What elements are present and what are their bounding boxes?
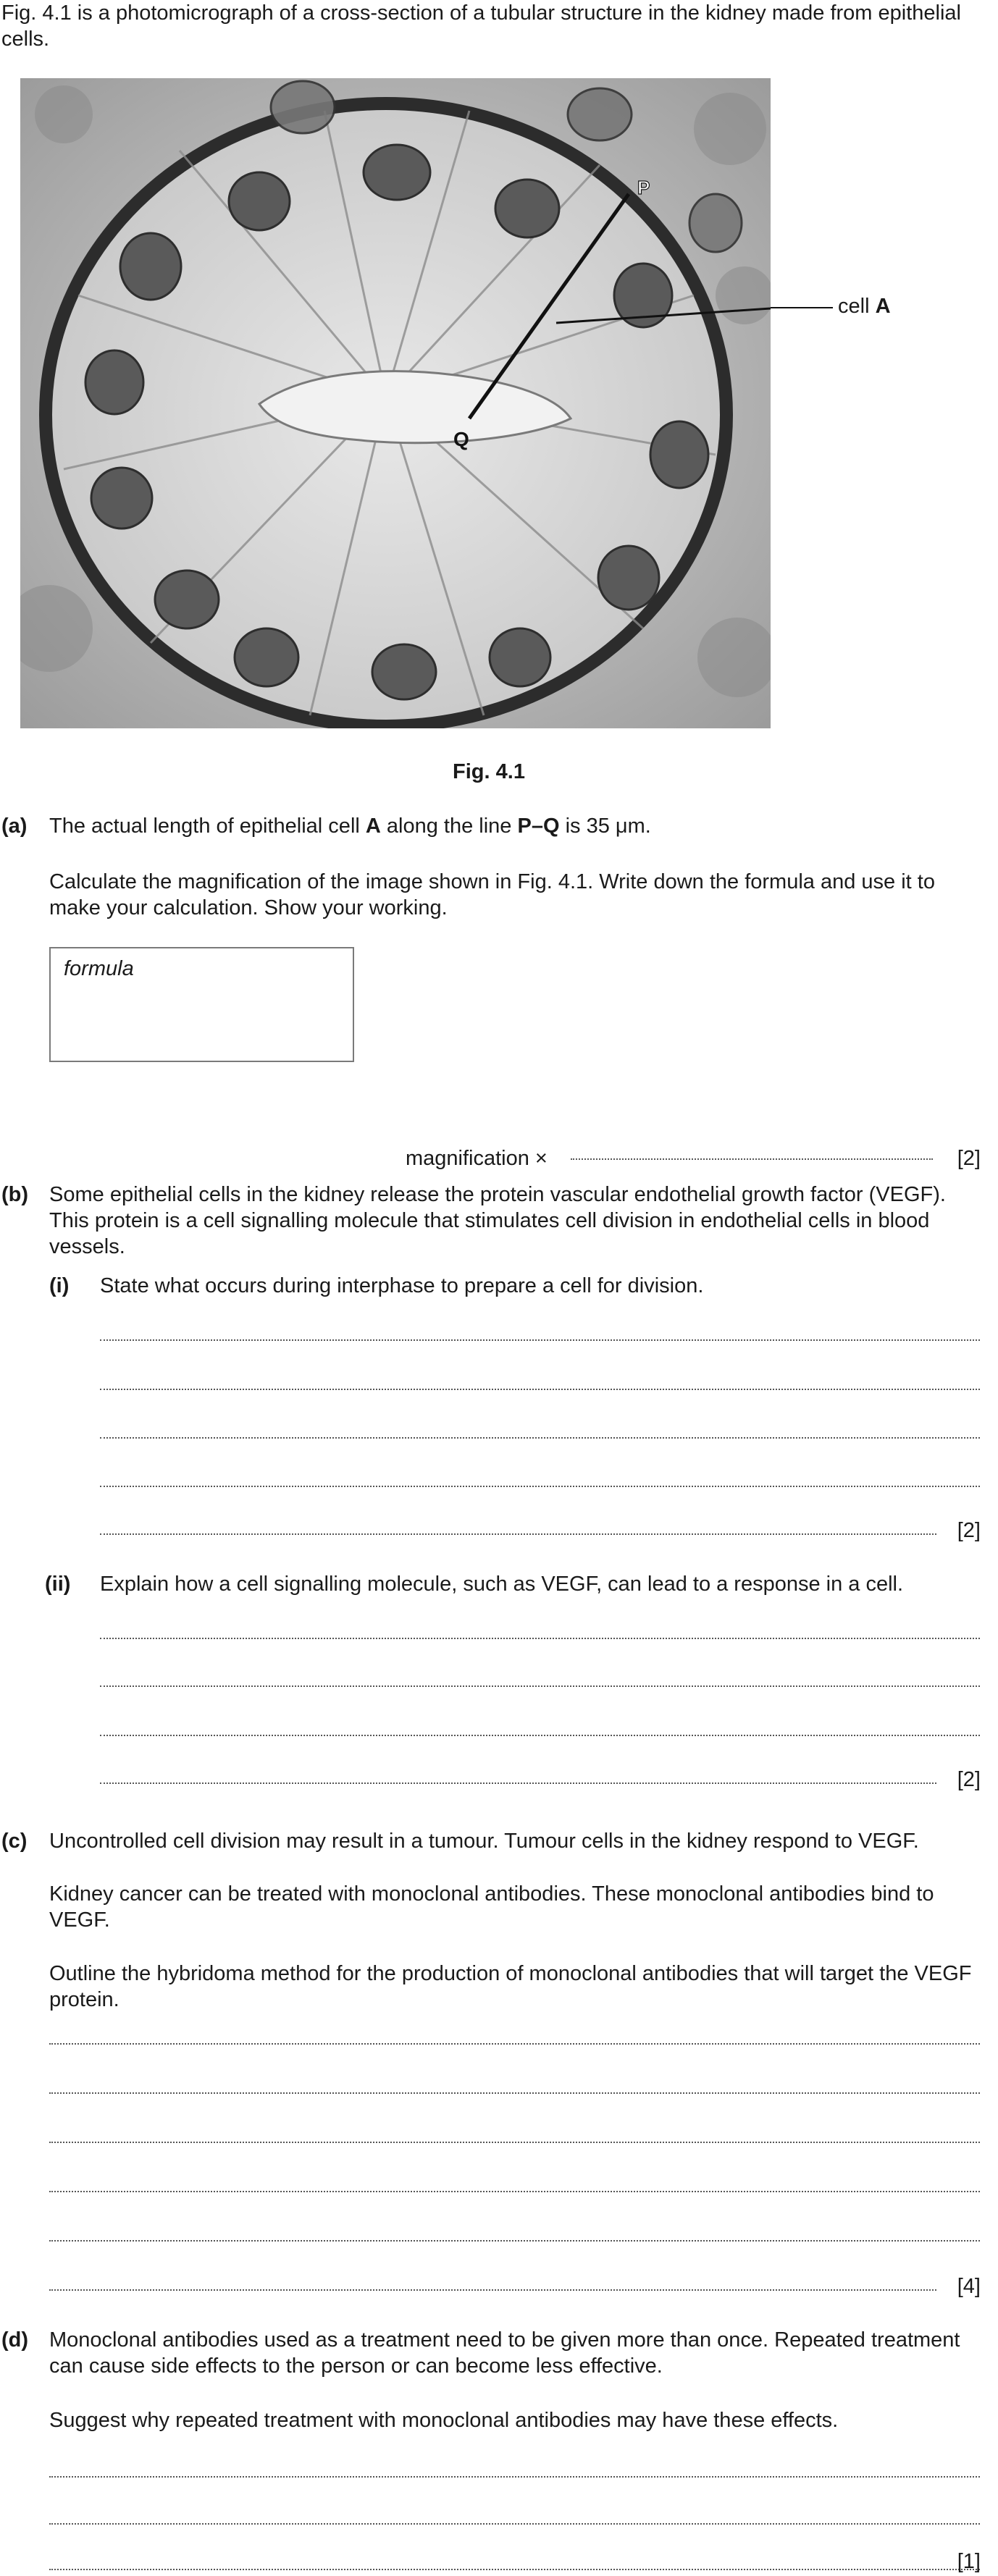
question-b-i-label: (i) (49, 1274, 70, 1297)
marks-b-ii: [2] (957, 1768, 981, 1791)
marks-a: [2] (957, 1147, 981, 1170)
intro-text: Fig. 4.1 is a photomicrograph of a cross-section of a tubular structure in the kidney made from epithelial cells. (1, 1, 961, 51)
question-d-label: (d) (1, 2328, 29, 2352)
question-b-label: (b) (1, 1183, 29, 1206)
answer-line[interactable] (100, 1486, 980, 1487)
answer-line[interactable] (49, 2476, 980, 2478)
marks-c: [4] (957, 2275, 981, 2298)
question-c-text-3: Outline the hybridoma method for the production of monoclonal antibodies that will target the VEGF protein. (49, 1962, 972, 2011)
formula-label: formula (64, 957, 134, 980)
answer-line[interactable] (49, 2523, 980, 2525)
question-b-i-text: State what occurs during interphase to prepare a cell for division. (100, 1274, 704, 1297)
answer-line[interactable] (100, 1685, 980, 1687)
magnification-answer-row: magnification × (406, 1147, 548, 1170)
answer-line[interactable] (100, 1735, 980, 1736)
question-b-ii-label: (ii) (45, 1573, 71, 1596)
answer-line[interactable] (100, 1437, 980, 1439)
answer-line[interactable] (49, 2092, 980, 2094)
answer-line[interactable] (100, 1389, 980, 1390)
question-c-label: (c) (1, 1830, 28, 1853)
question-c-text-2: Kidney cancer can be treated with monoclonal antibodies. These monoclonal antibodies bind to VEGF. (49, 1882, 934, 1932)
answer-line[interactable] (49, 2043, 980, 2045)
marks-d: [1] (957, 2550, 981, 2573)
marks-b-i: [2] (957, 1519, 981, 1542)
question-a-instruction: Calculate the magnification of the image shown in Fig. 4.1. Write down the formula and use it to make your calculation. Show your working. (49, 870, 935, 919)
question-b-text: Some epithelial cells in the kidney release the protein vascular endothelial growth factor (VEGF). This protein is a cell signalling molecule that stimulates cell division in endothelial cells in blood vessels. (49, 1183, 946, 1258)
question-b-ii-text: Explain how a cell signalling molecule, such as VEGF, can lead to a response in a cell. (100, 1573, 904, 1596)
question-d-text-1: Monoclonal antibodies used as a treatment need to be given more than once. Repeated treatment can cause side effects to the person or can become less effective. (49, 2328, 960, 2378)
figure-caption: Fig. 4.1 (453, 760, 525, 783)
magnification-answer-line[interactable] (571, 1158, 933, 1160)
label-q: Q (453, 428, 469, 450)
answer-line[interactable] (49, 2240, 980, 2242)
question-c-text-1: Uncontrolled cell division may result in a tumour. Tumour cells in the kidney respond to VEGF. (49, 1830, 919, 1853)
answer-line[interactable] (49, 2569, 980, 2570)
cell-a-label: cell A (838, 295, 891, 318)
answer-line[interactable] (49, 2142, 980, 2143)
photomicrograph-figure (20, 78, 771, 728)
question-a-text: The actual length of epithelial cell A along the line P–Q is 35 μm. (49, 815, 651, 838)
answer-line[interactable] (100, 1782, 936, 1784)
answer-line[interactable] (49, 2289, 936, 2291)
label-p: P (637, 177, 650, 198)
answer-line[interactable] (100, 1638, 980, 1639)
question-d-text-2: Suggest why repeated treatment with monoclonal antibodies may have these effects. (49, 2409, 839, 2432)
question-a-label: (a) (1, 815, 28, 838)
cell-a-pointer (771, 307, 833, 308)
answer-line[interactable] (49, 2191, 980, 2192)
answer-line[interactable] (100, 1339, 980, 1341)
answer-line[interactable] (100, 1533, 936, 1535)
